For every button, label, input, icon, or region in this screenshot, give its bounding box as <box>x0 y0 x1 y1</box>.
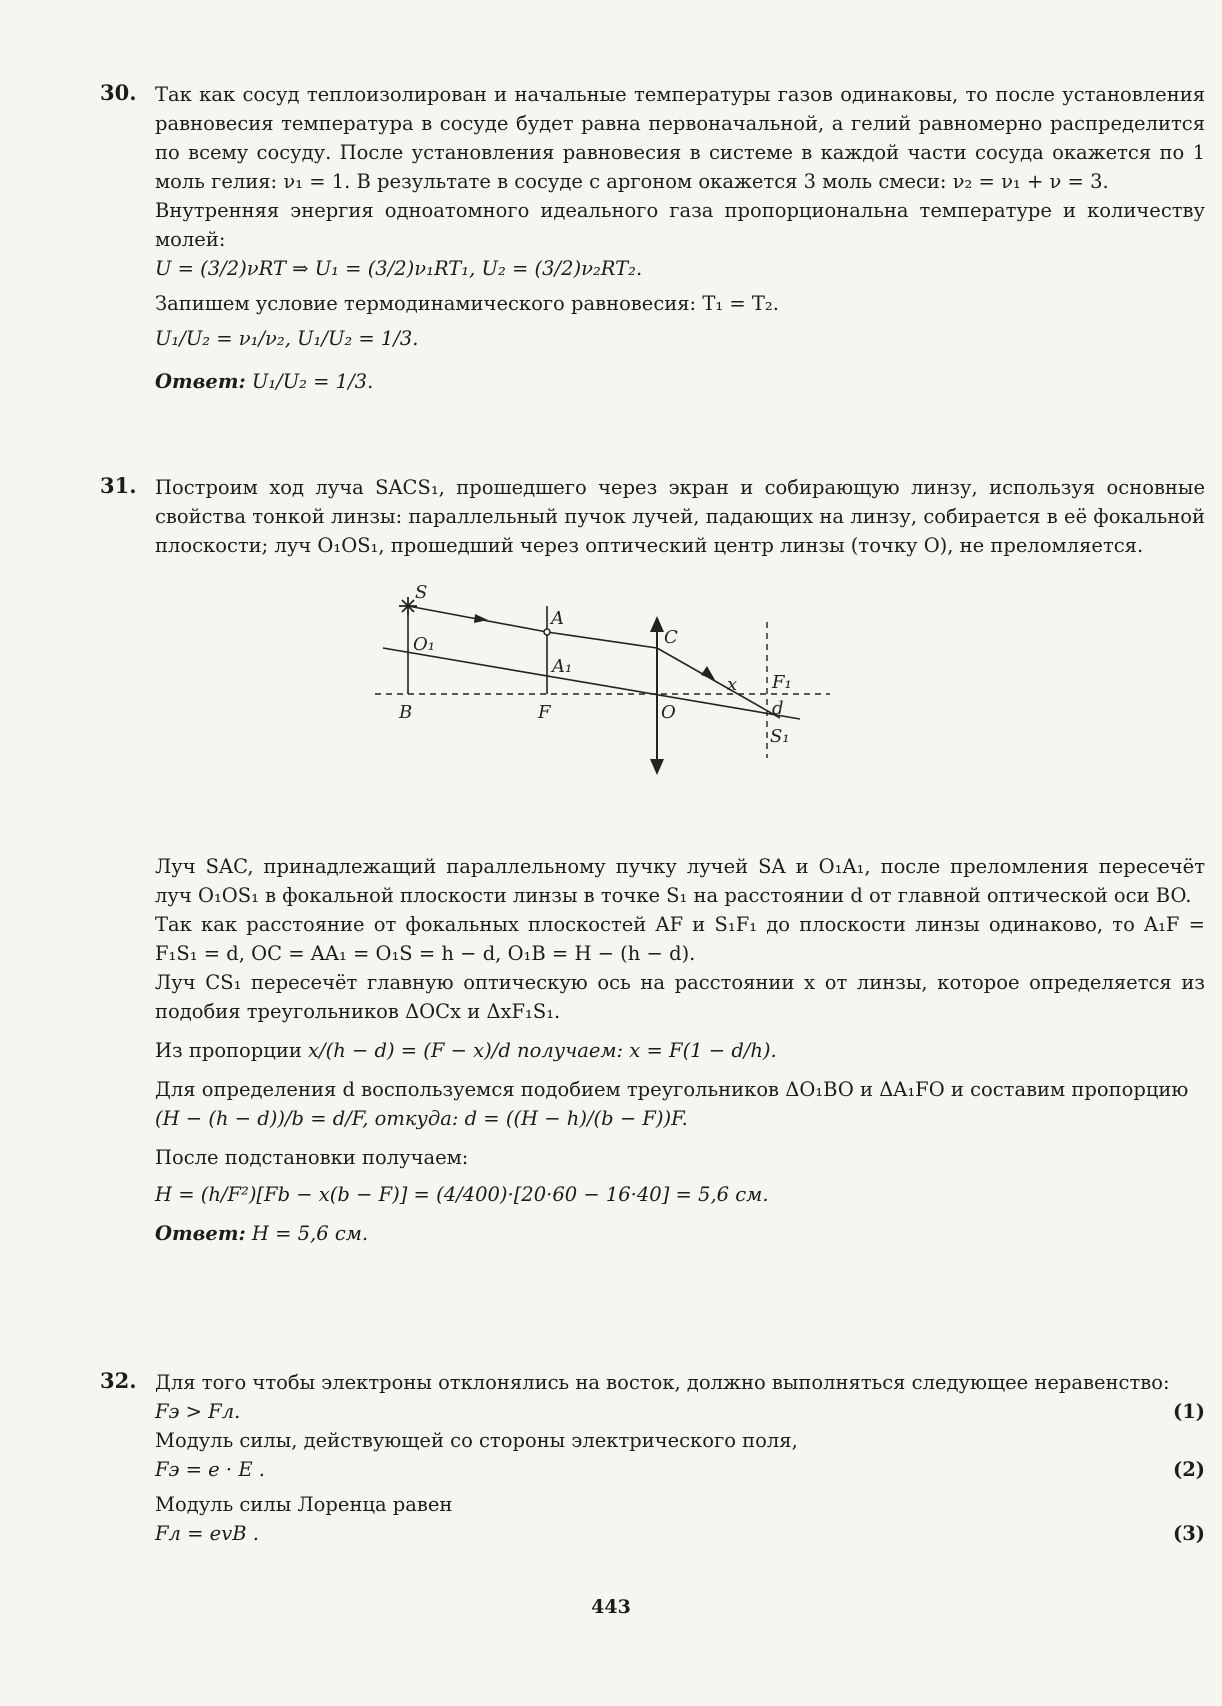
prop-formula: x/(h − d) = (F − x)/d <box>308 1039 511 1062</box>
label-x: x <box>727 674 738 695</box>
label-c: C <box>664 627 678 648</box>
prop-intro: Из пропорции <box>155 1039 302 1062</box>
answer-value: U₁/U₂ = 1/3. <box>251 370 374 393</box>
label-b: B <box>399 702 413 723</box>
label-s1: S₁ <box>770 726 790 747</box>
equation: Fэ > Fл. <box>155 1400 241 1423</box>
problem-32 <box>100 1368 1205 1548</box>
formula: H = (h/F²)[Fb − x(b − F)] = (4/400)·[20·60 − 16·40] = 5,6 см. <box>155 1183 769 1206</box>
paragraph: После подстановки получаем: <box>155 1146 469 1169</box>
page-number: 443 <box>591 1596 631 1618</box>
problem-number: 30. <box>100 80 137 105</box>
label-o: O <box>661 702 676 723</box>
equation-number: (1) <box>1172 1400 1205 1423</box>
lens-ray-diagram <box>375 578 835 778</box>
label-f1: F₁ <box>772 672 792 693</box>
problem-31 <box>100 473 1205 560</box>
paragraph: Так как сосуд теплоизолирован и начальные температуры газов одинаковы, то после установления равновесия температура в сосуде будет равна первоначальной, а гелий равномерно распределится по всему сосуду. После установления равновесия в системе в каждой части сосуда окажется по 1 моль гелия: ν₁ = 1. В результате в сосуде с аргоном окажется 3 моль смеси: ν₂ = ν₁ + ν = 3. <box>155 83 1205 193</box>
label-s: S <box>415 582 428 603</box>
equation: Fэ = e · E . <box>155 1458 265 1481</box>
answer-label: Ответ: <box>155 370 246 393</box>
paragraph: Луч CS₁ пересечёт главную оптическую ось на расстоянии x от линзы, которое определяется из подобия треугольников ΔOCx и ΔxF₁S₁. <box>155 971 1205 1023</box>
equation-number: (3) <box>1172 1522 1205 1545</box>
equation-number: (2) <box>1172 1458 1205 1481</box>
ray-arrow-1 <box>474 614 488 623</box>
label-f: F <box>538 702 551 723</box>
prop-result: получаем: x = F(1 − d/h). <box>517 1039 777 1062</box>
paragraph: Запишем условие термодинамического равновесия: T₁ = T₂. <box>155 292 779 315</box>
label-o1: O₁ <box>413 634 435 655</box>
ray-o1os1 <box>383 648 800 719</box>
problem-31-continued <box>100 852 1205 1248</box>
formula: U = (3/2)νRT ⇒ U₁ = (3/2)ν₁RT₁, U₂ = (3/2)ν₂RT₂. <box>155 257 643 280</box>
paragraph: Луч SAC, принадлежащий параллельному пучку лучей SA и O₁A₁, после преломления пересечёт луч O₁OS₁ в фокальной плоскости линзы в точке S₁ на расстоянии d от главной оптической оси BO. <box>155 855 1205 907</box>
lens-arrow-top <box>650 616 664 632</box>
answer-value: H = 5,6 см. <box>251 1222 369 1245</box>
proportion-line <box>155 1036 1205 1065</box>
answer-line <box>155 367 1205 396</box>
paragraph: Внутренняя энергия одноатомного идеального газа пропорциональна температуре и количеству молей: <box>155 199 1205 251</box>
lens-arrow-bottom <box>650 759 664 775</box>
paragraph: Так как расстояние от фокальных плоскостей AF и S₁F₁ до плоскости линзы одинаково, то A₁F = F₁S₁ = d, OC = AA₁ = O₁S = h − d, O₁B = H − (h − d). <box>155 913 1205 965</box>
answer-label: Ответ: <box>155 1222 246 1245</box>
problem-number: 32. <box>100 1368 137 1393</box>
paragraph: Для того чтобы электроны отклонялись на восток, должно выполняться следующее неравенство: <box>155 1371 1170 1394</box>
paragraph: Построим ход луча SACS₁, прошедшего через экран и собирающую линзу, используя основные свойства тонкой линзы: параллельный пучок лучей, падающих на линзу, собирается в её фокальной плоскости; луч O₁OS₁, прошедший через оптический центр линзы (точку O), не преломляется. <box>155 476 1205 557</box>
formula: U₁/U₂ = ν₁/ν₂, U₁/U₂ = 1/3. <box>155 327 419 350</box>
equation-line <box>155 1519 1205 1548</box>
answer-line <box>155 1219 1205 1248</box>
label-a1: A₁ <box>552 656 573 677</box>
paragraph: Для определения d воспользуемся подобием треугольников ΔO₁BO и ΔA₁FO и составим пропорцию <box>155 1078 1189 1101</box>
label-d: d <box>772 698 784 719</box>
paragraph: Модуль силы, действующей со стороны электрического поля, <box>155 1429 798 1452</box>
ray-ac <box>547 632 657 648</box>
equation: Fл = evB . <box>155 1522 259 1545</box>
point-a <box>544 629 550 635</box>
formula: (H − (h − d))/b = d/F, откуда: d = ((H − h)/(b − F))F. <box>155 1107 688 1130</box>
problem-30 <box>100 80 1205 396</box>
equation-line <box>155 1397 1205 1426</box>
problem-number: 31. <box>100 473 137 498</box>
paragraph: Модуль силы Лоренца равен <box>155 1493 453 1516</box>
equation-line <box>155 1455 1205 1484</box>
label-a: A <box>551 608 564 629</box>
